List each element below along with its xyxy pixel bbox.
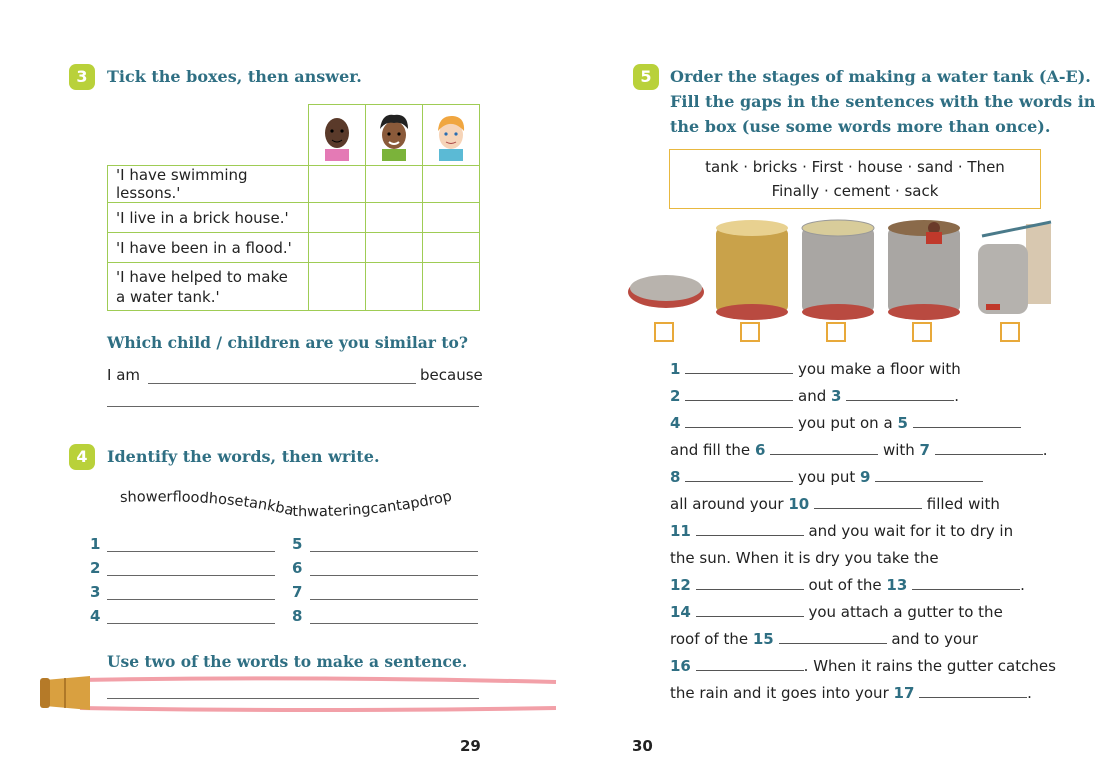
word-num-4: 4 — [90, 607, 101, 625]
stage-remove-sack-icon — [888, 220, 960, 320]
order-box-1[interactable] — [654, 322, 674, 342]
tick-cell[interactable] — [422, 233, 479, 263]
gap-blank[interactable] — [685, 399, 793, 401]
tick-cell[interactable] — [365, 263, 422, 311]
gap-num: 15 — [752, 630, 774, 648]
gap-blank[interactable] — [919, 696, 1027, 698]
gap-text: and you wait for it to dry in — [808, 522, 1014, 540]
svg-text:showerfloodhosetankbathwaterin — [120, 489, 454, 521]
gap-blank[interactable] — [685, 426, 793, 428]
tick-cell[interactable] — [422, 166, 479, 203]
tick-cell[interactable] — [365, 203, 422, 233]
word-line-6[interactable] — [310, 575, 478, 576]
word-line-3[interactable] — [107, 599, 275, 600]
word-num-1: 1 — [90, 535, 101, 553]
stage-gutter-icon — [978, 222, 1051, 314]
exercise-4-heading: Identify the words, then write. — [107, 447, 380, 466]
gap-text: filled with — [926, 495, 1000, 513]
gap-text: you attach a gutter to the — [808, 603, 1003, 621]
gap-line-8 — [670, 549, 939, 567]
gap-text: and — [798, 387, 827, 405]
child-3-face — [422, 105, 479, 166]
gap-num: 11 — [670, 522, 691, 540]
word-line-5[interactable] — [310, 551, 478, 552]
gap-num: 2 — [670, 387, 681, 405]
gap-text: the sun. When it is dry you take the — [670, 549, 939, 567]
child-dark-icon — [309, 105, 365, 161]
gap-blank[interactable] — [696, 534, 804, 536]
statement-row-3: 'I have been in a flood.' — [108, 233, 309, 263]
gap-line-3 — [670, 414, 1021, 432]
gap-num: 17 — [893, 684, 915, 702]
water-tank-stages — [626, 214, 1056, 322]
answer-because: because — [420, 366, 483, 384]
order-box-5[interactable] — [1000, 322, 1020, 342]
gap-blank[interactable] — [779, 642, 887, 644]
order-box-4[interactable] — [912, 322, 932, 342]
gap-text: the rain and it goes into your — [670, 684, 889, 702]
statement-row-1: 'I have swimming lessons.' — [108, 166, 309, 203]
word-line-2[interactable] — [107, 575, 275, 576]
word-snake — [115, 478, 475, 528]
order-box-2[interactable] — [740, 322, 760, 342]
child-blond-icon — [423, 105, 479, 161]
gap-line-1 — [670, 360, 961, 378]
statement-row-4 — [108, 263, 309, 311]
gap-blank[interactable] — [912, 588, 1020, 590]
gap-line-4: and fill the 6 with 7 . — [670, 441, 1048, 459]
word-num-8: 8 — [292, 607, 303, 625]
gap-num: 10 — [788, 495, 810, 513]
gap-text: roof of the — [670, 630, 749, 648]
gap-line-9: 12 out of the 13 . — [670, 576, 1025, 594]
gap-text: out of the — [808, 576, 882, 594]
heading-line-2: Fill the gaps in the sentences with the words in — [670, 92, 1096, 111]
statement-row-4-line-1: 'I have helped to make — [116, 267, 288, 286]
gap-text: and fill the — [670, 441, 751, 459]
word-box-line-1: tank · bricks · First · house · sand · Then — [705, 158, 1005, 176]
page-number-right: 30 — [632, 737, 653, 755]
gap-num: 14 — [670, 603, 691, 621]
gap-blank[interactable] — [696, 588, 804, 590]
word-num-6: 6 — [292, 559, 303, 577]
tick-cell[interactable] — [308, 203, 365, 233]
order-box-3[interactable] — [826, 322, 846, 342]
word-line-1[interactable] — [107, 551, 275, 552]
gap-num: 16 — [670, 657, 691, 675]
gap-num: 13 — [886, 576, 908, 594]
tick-cell[interactable] — [308, 166, 365, 203]
child-1-face — [308, 105, 365, 166]
page-number-left: 29 — [460, 737, 481, 755]
gap-num: 8 — [670, 468, 681, 486]
answer-start: I am — [107, 366, 140, 384]
exercise-3-heading: Tick the boxes, then answer. — [107, 67, 362, 86]
gap-blank[interactable] — [685, 480, 793, 482]
child-2-face — [365, 105, 422, 166]
word-num-7: 7 — [292, 583, 303, 601]
gap-blank[interactable] — [685, 372, 793, 374]
answer-line-1[interactable] — [148, 383, 416, 384]
word-line-4[interactable] — [107, 623, 275, 624]
gap-num: 3 — [831, 387, 842, 405]
sentence-line[interactable] — [107, 698, 479, 699]
gap-blank[interactable] — [770, 453, 878, 455]
gap-blank[interactable] — [875, 480, 983, 482]
gap-line-12 — [670, 657, 1056, 675]
tick-cell[interactable] — [422, 203, 479, 233]
gap-blank[interactable] — [935, 453, 1043, 455]
tick-cell[interactable] — [308, 233, 365, 263]
gap-line-2: 2 and 3 . — [670, 387, 960, 405]
word-line-7[interactable] — [310, 599, 478, 600]
exercise-5-badge: 5 — [633, 64, 659, 90]
gap-line-10 — [670, 603, 1003, 621]
gap-text: you make a floor with — [798, 360, 961, 378]
word-snake-text: showerfloodhosetankbathwateringcantapdrop — [119, 488, 454, 521]
tick-table — [107, 104, 480, 311]
tick-cell[interactable] — [365, 233, 422, 263]
hose-illustration — [10, 668, 558, 718]
gap-num: 9 — [860, 468, 871, 486]
gap-num: 1 — [670, 360, 681, 378]
gap-text: you put on a — [798, 414, 893, 432]
gap-text: with — [882, 441, 915, 459]
gap-blank[interactable] — [696, 615, 804, 617]
similar-question: Which child / children are you similar to? — [107, 333, 468, 352]
word-line-8[interactable] — [310, 623, 478, 624]
gap-line-11 — [670, 630, 978, 648]
gap-text: . When it rains the gutter catches — [803, 657, 1056, 675]
gap-num: 7 — [919, 441, 930, 459]
tick-cell[interactable] — [422, 263, 479, 311]
word-num-3: 3 — [90, 583, 101, 601]
word-num-5: 5 — [292, 535, 303, 553]
sentence-prompt: Use two of the words to make a sentence. — [107, 652, 468, 671]
tick-cell[interactable] — [365, 166, 422, 203]
gap-text: you put — [798, 468, 856, 486]
heading-line-3: the box (use some words more than once). — [670, 117, 1051, 136]
gap-line-7 — [670, 522, 1013, 540]
word-num-2: 2 — [90, 559, 101, 577]
answer-line-2[interactable] — [107, 406, 479, 407]
stage-floor-icon — [628, 275, 704, 308]
exercise-5-heading — [670, 64, 1095, 139]
gap-num: 4 — [670, 414, 681, 432]
gap-line-6 — [670, 495, 1000, 513]
gap-blank[interactable] — [814, 507, 922, 509]
gap-text: and to your — [891, 630, 978, 648]
gap-num: 5 — [897, 414, 908, 432]
word-box-line-2: Finally · cement · sack — [771, 182, 939, 200]
gap-blank[interactable] — [913, 426, 1021, 428]
gap-blank[interactable] — [696, 669, 804, 671]
gap-line-5 — [670, 468, 983, 486]
stage-sack-mould-icon — [716, 220, 788, 320]
child-curly-hair-icon — [366, 105, 422, 161]
statement-row-4-line-2: a water tank.' — [116, 287, 220, 306]
tick-cell[interactable] — [308, 263, 365, 311]
heading-line-1: Order the stages of making a water tank (A-E). — [670, 67, 1091, 86]
gap-line-13: the rain and it goes into your 17 . — [670, 684, 1032, 702]
gap-text: all around your — [670, 495, 784, 513]
gap-num: 6 — [754, 441, 766, 459]
gap-blank[interactable] — [846, 399, 954, 401]
word-box — [669, 149, 1041, 209]
exercise-4-badge: 4 — [69, 444, 95, 470]
gap-num: 12 — [670, 576, 691, 594]
statement-row-2: 'I live in a brick house.' — [108, 203, 309, 233]
exercise-3-badge: 3 — [69, 64, 95, 90]
stage-cement-walls-icon — [802, 220, 874, 320]
